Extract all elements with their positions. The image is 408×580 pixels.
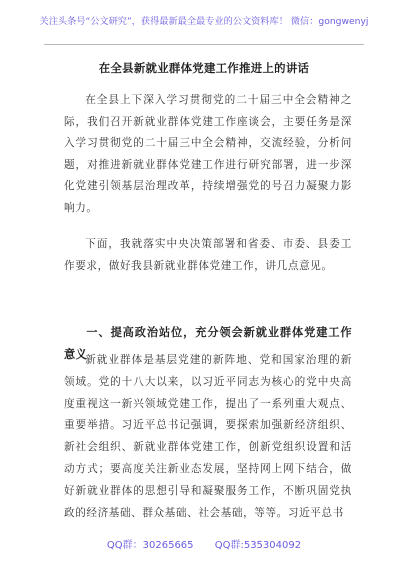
paragraph-section-body: 新就业群体是基层党建的新阵地、党和国家治理的新领域。党的十八大以来，以习近平同志为核心的党中央高度重视这一新兴领域党建工作，提出了一系列重大观点、重要举措。习近平总书记强调，要探索加强新经济组织、新社会组织、新就业群体党建工作，创新党组织设置和活动方式；要高度关注新业态发展，坚持网上网下结合，做好新就业群体的思想引导和凝聚服务工作，不断巩固党执政的经济基础、群众基础、社会基础，等等。习近平总书	[64, 354, 352, 519]
footer-qq-group-2: QQ群:535304092	[214, 540, 302, 551]
footer-qq-group-1: QQ群：30265665	[106, 540, 194, 551]
document-title: 在全县新就业群体党建工作推进上的讲话	[98, 61, 310, 75]
paragraph-intro: 在全县上下深入学习贯彻党的二十届三中全会精神之际，我们召开新就业群体党建工作座谈会，主要任务是深入学习贯彻党的二十届三中全会精神，交流经验，分析问题，对推进新就业群体党建工作进行研究部署，进一步深化党建引领基层治理改革，持续增强党的号召力凝聚力影响力。	[64, 94, 352, 214]
section-heading: 一、提高政治站位，充分领会新就业群体党建工作意义	[64, 326, 352, 361]
header-divider	[44, 44, 364, 45]
footer-contact	[0, 536, 408, 551]
paragraph-outline: 下面，我就落实中央决策部署和省委、市委、县委工作要求，做好我县新就业群体党建工作，讲几点意见。	[64, 238, 352, 272]
header-banner: 关注头条号“公文研究”，获得最新最全最专业的公文资料库！ 微信：gongwenyj	[39, 16, 369, 27]
